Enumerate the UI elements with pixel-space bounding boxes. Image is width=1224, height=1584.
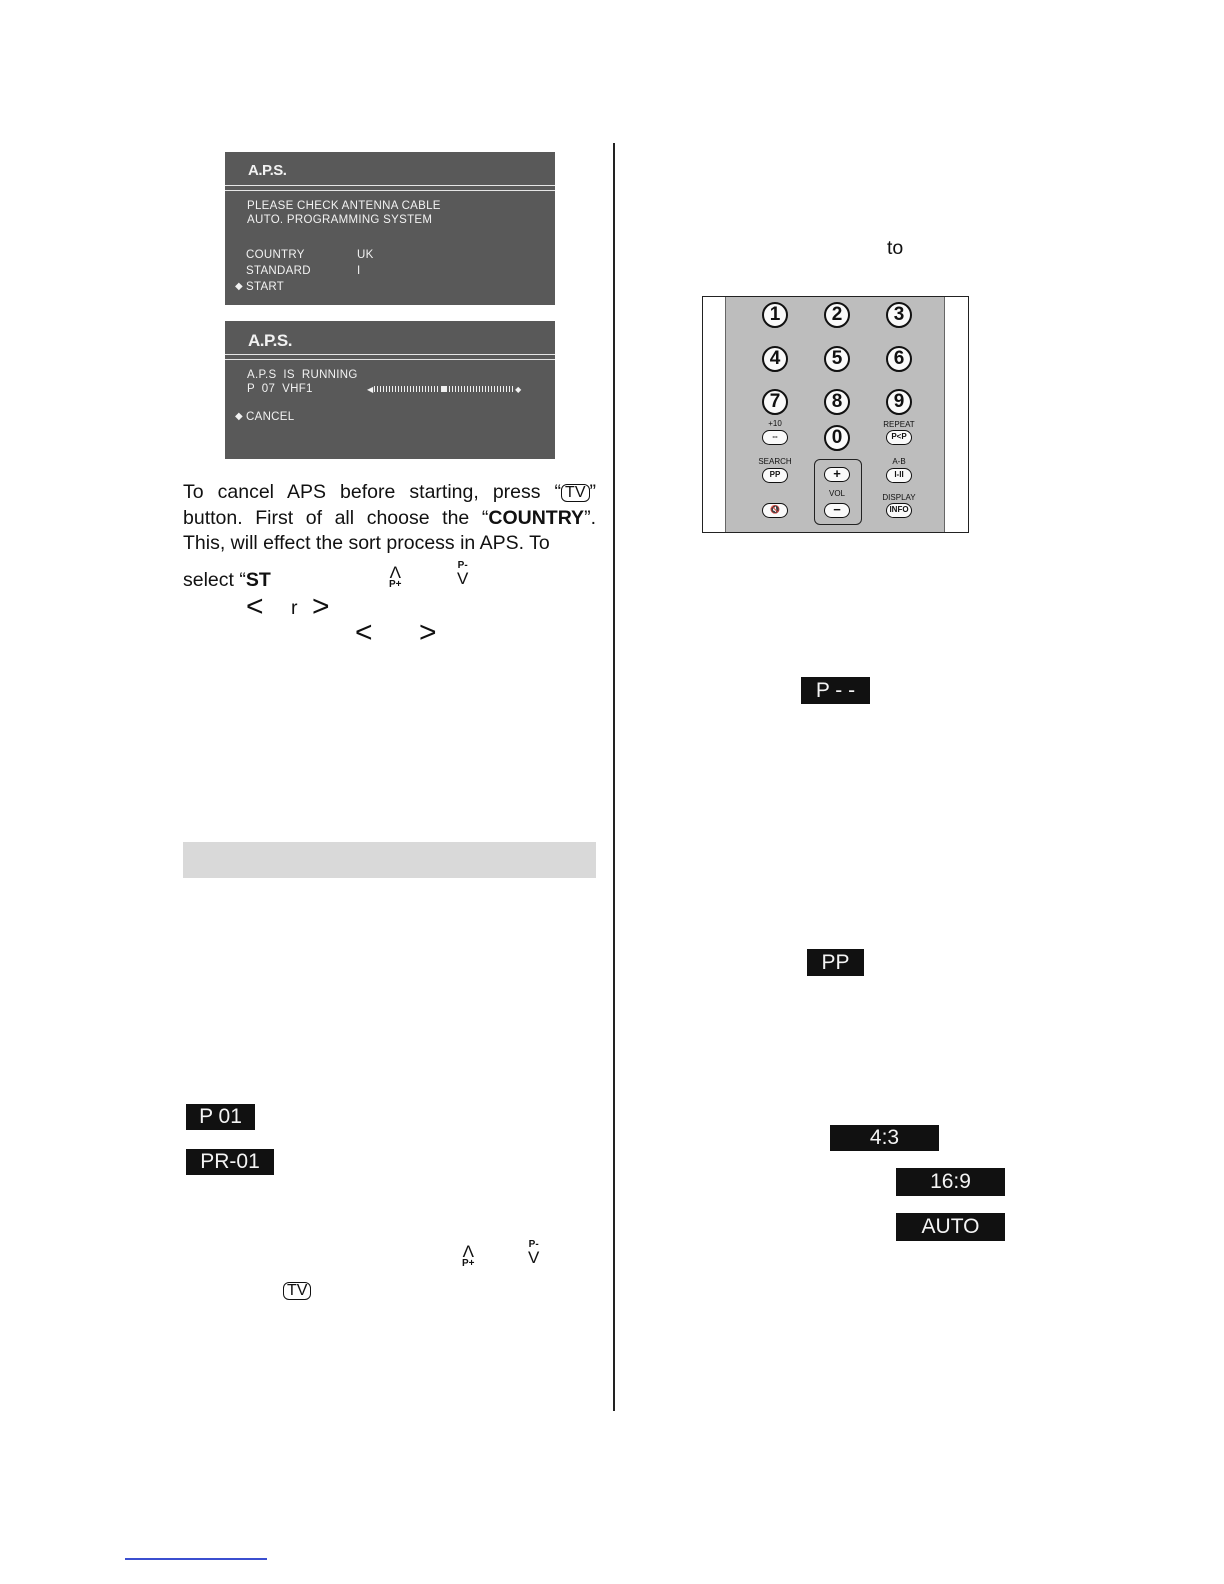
volume-down-button[interactable]: −	[824, 503, 850, 518]
digit-2-button[interactable]: 2	[824, 302, 850, 328]
tv-key-icon: TV	[561, 484, 589, 502]
digit-5-button[interactable]: 5	[824, 346, 850, 372]
program-up-icon: Λ P+	[389, 563, 402, 590]
remote-body	[725, 296, 945, 533]
digit-3-button[interactable]: 3	[886, 302, 912, 328]
program-tag-pdash: P - -	[801, 677, 870, 704]
to-word: to	[887, 237, 904, 259]
osd-separator	[225, 185, 555, 191]
program-down-icon: P- V	[457, 560, 469, 588]
aps-running-line: A.P.S IS RUNNING	[247, 369, 358, 381]
ab-label: A-B	[892, 457, 906, 466]
repeat-label: REPEAT	[883, 420, 915, 429]
p-plus-label: P+	[389, 579, 402, 590]
program-down-icon: P- V	[528, 1239, 540, 1267]
left-arrow-icon: <	[246, 590, 264, 623]
paragraph-text: select “	[183, 569, 246, 591]
cancel-option[interactable]: CANCEL	[246, 411, 295, 423]
language-button[interactable]: I-II	[886, 468, 912, 483]
column-divider	[613, 143, 615, 1411]
swap-tag-pp: PP	[807, 949, 864, 976]
search-button[interactable]: PP	[762, 468, 788, 483]
aps-start-title: A.P.S.	[248, 162, 287, 179]
country-label: COUNTRY	[246, 249, 305, 261]
intro-paragraph	[183, 480, 596, 557]
plus10-label: +10	[768, 419, 782, 428]
digit-1-button[interactable]: 1	[762, 302, 788, 328]
aps-start-screen	[225, 152, 555, 305]
right-arrow-icon: >	[419, 616, 437, 649]
standard-value: I	[357, 265, 361, 277]
country-bold: COUNTRY	[488, 506, 585, 529]
program-tag-pr01: PR-01	[186, 1149, 274, 1175]
program-tag-p01: P 01	[186, 1104, 255, 1130]
swap-button[interactable]: P<P	[886, 430, 912, 445]
digit-9-button[interactable]: 9	[886, 389, 912, 415]
volume-up-button[interactable]: +	[824, 467, 850, 482]
osd-separator	[225, 354, 555, 360]
search-label: SEARCH	[758, 457, 792, 466]
paragraph-text: ”. This, will effect the sort process in APS. To	[183, 506, 596, 554]
start-bold: ST	[245, 569, 271, 591]
letter-r: r	[291, 597, 298, 619]
mute-button[interactable]	[762, 503, 788, 518]
aps-running-title: A.P.S.	[248, 331, 292, 350]
bar-right-arrow-icon: ◆	[515, 384, 522, 394]
start-option[interactable]: START	[246, 281, 285, 293]
p-plus-label: P+	[462, 1258, 475, 1269]
aps-progress-knob	[440, 385, 448, 393]
digit-7-button[interactable]: 7	[762, 389, 788, 415]
p-minus-label: P-	[528, 1239, 539, 1250]
paragraph-text: To cancel APS before starting, press “	[183, 481, 562, 503]
cursor-icon: ◆	[235, 281, 243, 292]
left-arrow-icon: <	[355, 616, 373, 649]
aspect-tag-auto: AUTO	[896, 1213, 1005, 1241]
auto-programming-line: AUTO. PROGRAMMING SYSTEM	[247, 214, 433, 226]
aps-progress-bar	[367, 385, 521, 393]
digit-8-button[interactable]: 8	[824, 389, 850, 415]
section-heading-band	[183, 842, 596, 878]
tv-key-icon-2	[283, 1282, 311, 1301]
dash-button[interactable]: --	[762, 430, 788, 445]
country-value: UK	[357, 249, 374, 261]
standard-label: STANDARD	[246, 265, 311, 277]
program-channel-line: P 07 VHF1	[247, 383, 313, 395]
footer-rule	[125, 1558, 267, 1560]
mute-icon: 🔇	[770, 505, 780, 514]
digit-0-button[interactable]: 0	[824, 425, 850, 451]
paragraph-text: ” button. First of all choose the “	[183, 481, 596, 529]
remote-control-figure	[702, 296, 969, 533]
p-minus-label: P-	[457, 560, 468, 571]
program-up-icon: Λ P+	[462, 1242, 475, 1269]
aps-running-screen	[225, 321, 555, 459]
right-arrow-icon: >	[312, 590, 330, 623]
digit-4-button[interactable]: 4	[762, 346, 788, 372]
vol-label: VOL	[828, 489, 845, 498]
display-label: DISPLAY	[882, 493, 916, 502]
bar-left-arrow-icon: ◀	[367, 384, 374, 394]
aspect-tag-16-9: 16:9	[896, 1168, 1005, 1196]
tv-key-icon: TV	[283, 1282, 311, 1300]
antenna-check-line: PLEASE CHECK ANTENNA CABLE	[247, 200, 441, 212]
aps-progress-track	[374, 386, 514, 392]
digit-6-button[interactable]: 6	[886, 346, 912, 372]
info-button[interactable]: INFO	[886, 503, 912, 518]
cursor-icon: ◆	[235, 411, 243, 422]
aspect-tag-4-3: 4:3	[830, 1125, 939, 1151]
